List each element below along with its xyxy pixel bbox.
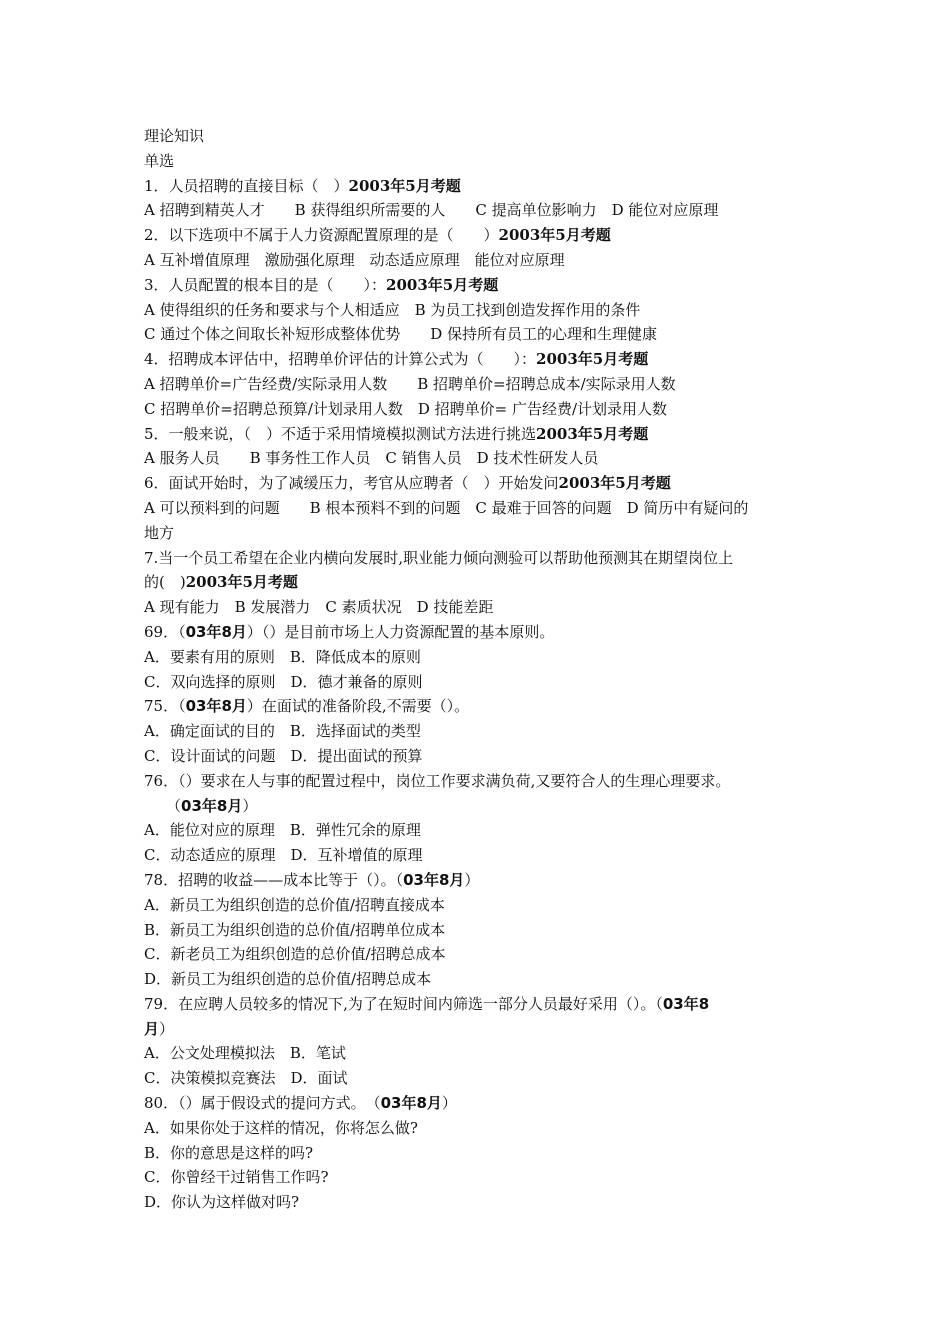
question-79-options: C．决策模拟竞赛法 D．面试	[144, 1069, 348, 1088]
question-80-option-b: B．你的意思是这样的吗?	[144, 1143, 314, 1162]
exam-tag: 2003年5月考题	[348, 176, 461, 195]
exam-tag: 03年8	[662, 994, 710, 1013]
question-2: 2．以下选项中不属于人力资源配置原理的是（ ）2003年5月考题	[144, 226, 611, 245]
question-4-options: A 招聘单价=广告经费/实际录用人数 B 招聘单价=招聘总成本/实际录用人数	[144, 374, 676, 393]
question-78: 78．招聘的收益——成本比等于（）。（03年8月）	[144, 870, 480, 889]
question-3-options: C 通过个体之间取长补短形成整体优势 D 保持所有员工的心理和生理健康	[144, 325, 658, 344]
question-75-options: A．确定面试的目的 B．选择面试的类型	[144, 722, 421, 741]
exam-tag: 2003年5月考题	[536, 424, 649, 443]
question-76-options: A．能位对应的原理 B．弹性冗余的原理	[144, 821, 421, 840]
exam-tag: 03年8月	[380, 1094, 442, 1113]
exam-tag: 2003年5月考题	[185, 573, 298, 592]
question-80-option-d: D．你认为这样做对吗?	[144, 1193, 300, 1212]
exam-tag: 03年8月	[181, 796, 243, 815]
question-3-options: A 使得组织的任务和要求与个人相适应 B 为员工找到创造发挥作用的条件	[144, 300, 641, 319]
exam-tag: 2003年5月考题	[498, 226, 611, 245]
question-6-options: 地方	[144, 523, 175, 542]
question-78-option-c: C．新老员工为组织创造的总价值/招聘总成本	[144, 945, 446, 964]
question-6-options: A 可以预料到的问题 B 根本预料不到的问题 C 最难于回答的问题 D 简历中有疑问的	[144, 498, 749, 517]
question-1-options: A 招聘到精英人才 B 获得组织所需要的人 C 提高单位影响力 D 能位对应原理	[144, 201, 719, 220]
question-69: 69．（03年8月）（）是目前市场上人力资源配置的基本原则。	[144, 622, 555, 641]
question-3: 3．人员配置的根本目的是（ ）：2003年5月考题	[144, 275, 499, 294]
question-79-cont: 月）	[144, 1019, 175, 1038]
question-2-options: A 互补增值原理 激励强化原理 动态适应原理 能位对应原理	[144, 250, 565, 269]
question-7: 7.当一个员工希望在企业内横向发展时,职业能力倾向测验可以帮助他预测其在期望岗位上	[144, 548, 734, 567]
exam-tag: 2003年5月考题	[558, 474, 671, 493]
section-title: 单选	[144, 151, 175, 170]
question-76-tag: （03年8月）	[166, 796, 258, 815]
question-6: 6．面试开始时，为了减缓压力，考官从应聘者（ ）开始发问2003年5月考题	[144, 474, 671, 493]
question-4-options: C 招聘单价=招聘总预算/计划录用人数 D 招聘单价= 广告经费/计划录用人数	[144, 399, 668, 418]
question-76-options: C．动态适应的原理 D．互补增值的原理	[144, 846, 423, 865]
question-75-options: C．设计面试的问题 D．提出面试的预算	[144, 746, 423, 765]
question-4: 4．招聘成本评估中，招聘单价评估的计算公式为（ ）：2003年5月考题	[144, 350, 649, 369]
exam-tag: 2003年5月考题	[536, 350, 649, 369]
question-1: 1．人员招聘的直接目标（ ）2003年5月考题	[144, 176, 461, 195]
exam-tag: 月	[144, 1019, 160, 1038]
exam-tag: 03年8月	[403, 870, 465, 889]
question-69-options: A．要素有用的原则 B．降低成本的原则	[144, 647, 421, 666]
exam-tag: 03年8月	[185, 697, 247, 716]
question-79-options: A．公文处理模拟法 B．笔试	[144, 1044, 346, 1063]
exam-tag: 03年8月	[185, 622, 247, 641]
question-7-options: A 现有能力 B 发展潜力 C 素质状况 D 技能差距	[144, 598, 494, 617]
question-80-option-a: A．如果你处于这样的情况，你将怎么做?	[144, 1118, 418, 1137]
question-76: 76．（）要求在人与事的配置过程中，岗位工作要求满负荷,又要符合人的生理心理要求。	[144, 771, 731, 790]
question-79: 79．在应聘人员较多的情况下,为了在短时间内筛选一部分人员最好采用（）。（03年8	[144, 994, 710, 1013]
document-page	[144, 124, 812, 1215]
exam-tag: 2003年5月考题	[386, 275, 499, 294]
question-69-options: C．双向选择的原则 D．德才兼备的原则	[144, 672, 423, 691]
question-78-option-b: B．新员工为组织创造的总价值/招聘单位成本	[144, 920, 446, 939]
question-5: 5．一般来说，（ ）不适于采用情境模拟测试方法进行挑选2003年5月考题	[144, 424, 649, 443]
question-7-cont: 的( )2003年5月考题	[144, 573, 298, 592]
question-5-options: A 服务人员 B 事务性工作人员 C 销售人员 D 技术性研发人员	[144, 449, 599, 468]
question-80: 80．（）属于假设式的提问方式。 （03年8月）	[144, 1094, 457, 1113]
doc-heading: 理论知识	[144, 127, 205, 145]
question-78-option-a: A．新员工为组织创造的总价值/招聘直接成本	[144, 895, 445, 914]
question-75: 75．（03年8月）在面试的准备阶段,不需要（）。	[144, 697, 470, 716]
question-78-option-d: D．新员工为组织创造的总价值/招聘总成本	[144, 970, 432, 989]
question-80-option-c: C．你曾经干过销售工作吗?	[144, 1168, 329, 1187]
